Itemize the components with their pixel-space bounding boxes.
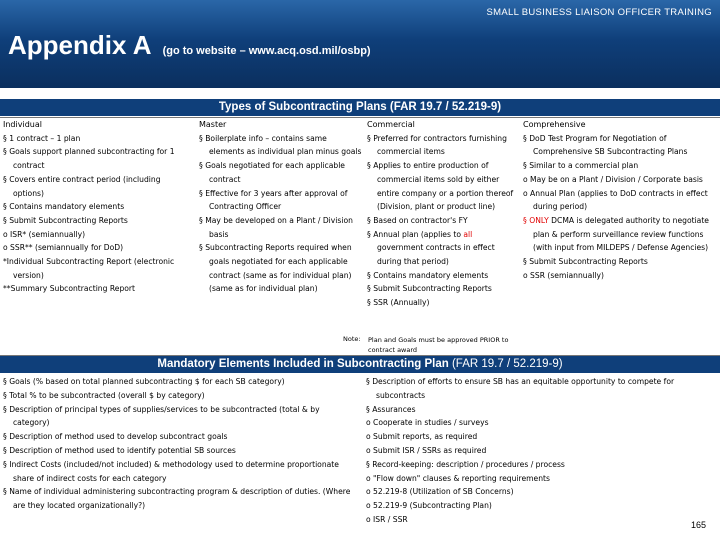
section-title-ref: (FAR 19.7 / 52.219-9): [448, 358, 563, 370]
list-item: § Applies to entire production of commercial items sold by either entire company or a portion thereof (Division, plant or product line): [367, 161, 514, 212]
list-item: o "Flow down" clauses & reporting requirements: [366, 473, 550, 483]
mandatory-left-list: [3, 375, 358, 513]
list-item: § 1 contract – 1 plan: [3, 133, 81, 143]
column-individual: [3, 118, 193, 296]
list-item: § Description of method used to identify potential SB sources: [3, 445, 236, 455]
section-title-mandatory: [0, 356, 720, 373]
only-suffix: DCMA is delegated authority to negotiate plan & perform surveillance review functions (with input from MILDEPS / Defense Agencies): [533, 215, 709, 253]
list-item: § Boilerplate info – contains same elements as individual plan minus goals: [199, 133, 362, 157]
footnote: **Summary Subcontracting Report: [3, 284, 136, 294]
list-item: § Goals negotiated for each applicable contract: [199, 161, 345, 184]
list-item-annual-plan: [367, 228, 520, 269]
list-item: § Goals (% based on total planned subcontracting $ for each SB category): [3, 377, 285, 386]
list-item: § Total % to be subcontracted (overall $ by category): [3, 390, 205, 400]
note-label: Note:: [343, 335, 361, 343]
list-item: o Cooperate in studies / surveys: [366, 418, 489, 428]
section-title-types: Types of Subcontracting Plans (FAR 19.7 / 52.219-9): [0, 99, 720, 116]
section-title-main: Mandatory Elements Included in Subcontracting Plan: [157, 358, 449, 370]
column-master: [199, 118, 364, 296]
only-highlight: ONLY: [529, 215, 549, 225]
list-item: § Based on contractor's FY: [367, 215, 468, 225]
annual-suffix: government contracts in effect during that period): [377, 243, 495, 267]
list-item: § DoD Test Program for Negotiation of Comprehensive SB Subcontracting Plans: [523, 133, 688, 157]
column-comprehensive: [523, 118, 719, 282]
list-item: o 52.219-9 (Subcontracting Plan): [366, 501, 492, 511]
list-item: § Assurances: [366, 404, 416, 414]
list-item: § Name of individual administering subcontracting program & description of duties. (Where are they located organizationally?): [3, 487, 351, 511]
page-title: Appendix A: [8, 30, 152, 60]
list-item: § Subcontracting Reports required when goals negotiated for each applicable contract (same as for individual plan) (same as for individual plan): [199, 243, 352, 294]
list-item: o ISR* (semiannually): [3, 229, 86, 239]
list-item: § Goals support planned subcontracting for 1 contract: [3, 147, 175, 171]
list-item: o Submit reports, as required: [366, 432, 478, 442]
list-item: o SSR (semiannually): [523, 270, 604, 280]
list-item: § Similar to a commercial plan: [523, 161, 639, 171]
column-header: Commercial: [367, 120, 415, 129]
list-item: § SSR (Annually): [367, 298, 430, 308]
column-header: Comprehensive: [523, 120, 586, 129]
only-prefix: §: [523, 215, 530, 225]
annual-prefix: § Annual plan (applies to: [367, 229, 464, 239]
list-item: § Submit Subcontracting Reports: [3, 215, 128, 225]
list-item: § Contains mandatory elements: [3, 202, 125, 212]
list-item: o 52.219-8 (Utilization of SB Concerns): [366, 487, 514, 497]
note-text: Plan and Goals must be approved PRIOR to contract award: [368, 336, 509, 354]
list-item: § Contains mandatory elements: [367, 270, 489, 280]
list-item: o May be on a Plant / Division / Corporate basis: [523, 174, 703, 184]
list-item: § Indirect Costs (included/not included) & methodology used to determine proportionate share of indirect costs for each category: [3, 459, 339, 483]
list-item: § Description of efforts to ensure SB has an equitable opportunity to compete for subcontracts: [366, 377, 675, 400]
list-item: § Record-keeping: description / procedures / process: [366, 459, 565, 469]
list-item: § Effective for 3 years after approval of Contracting Officer: [199, 188, 348, 212]
footnote: *Individual Subcontracting Report (electronic version): [3, 257, 175, 280]
list-item: § Preferred for contractors furnishing commercial items: [367, 133, 507, 157]
list-item: § Description of method used to develop subcontract goals: [3, 432, 228, 442]
page-subtitle: (go to website – www.acq.osd.mil/osbp): [162, 45, 371, 57]
header-banner: [0, 0, 720, 88]
training-label: SMALL BUSINESS LIAISON OFFICER TRAINING: [486, 7, 712, 18]
list-item: § Submit Subcontracting Reports: [523, 257, 648, 267]
list-item-dcma: [523, 214, 719, 255]
column-commercial: [367, 118, 520, 310]
list-item: o Annual Plan (applies to DoD contracts in effect during period): [523, 188, 708, 212]
list-item: § Description of principal types of supplies/services to be subcontracted (total & by category): [3, 404, 320, 428]
page-number: 165: [690, 520, 706, 530]
column-header: Individual: [3, 120, 42, 129]
list-item: o SSR** (semiannually for DoD): [3, 243, 124, 253]
mandatory-right-list: [366, 375, 711, 527]
annual-highlight: all: [463, 229, 473, 239]
title-row: [8, 30, 371, 61]
list-item: § Covers entire contract period (including options): [3, 174, 161, 198]
column-header: Master: [199, 120, 227, 129]
list-item: § May be developed on a Plant / Division basis: [199, 215, 353, 239]
list-item: o Submit ISR / SSRs as required: [366, 445, 487, 455]
list-item: § Submit Subcontracting Reports: [367, 284, 492, 294]
plans-table: [0, 117, 720, 356]
list-item: o ISR / SSR: [366, 514, 408, 524]
